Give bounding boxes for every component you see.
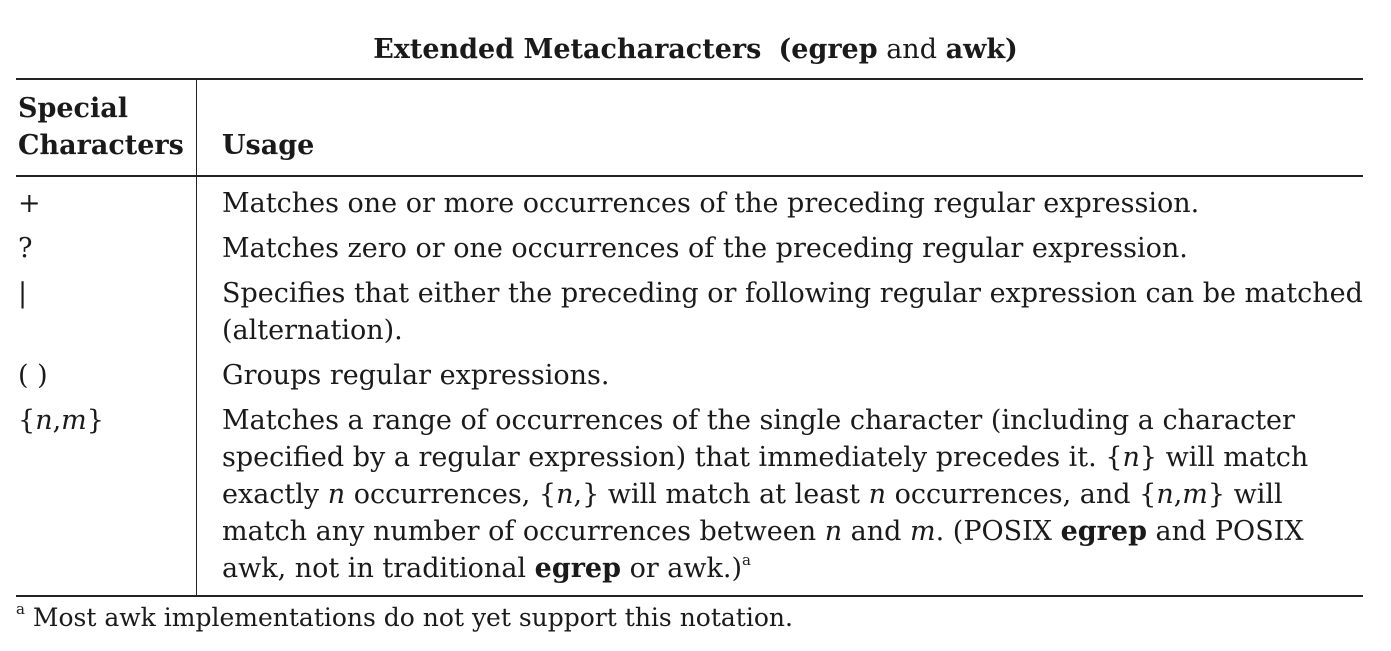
var-m: m	[1182, 479, 1208, 510]
special-char-plus: +	[16, 176, 197, 230]
table-body	[16, 176, 1363, 596]
usage-question: Matches zero or one occurrences of the preceding regular expression.	[222, 233, 1188, 264]
var-n: n	[868, 479, 886, 510]
var-n: n	[824, 516, 843, 547]
title-paren-open: (	[778, 34, 792, 65]
table-header	[16, 79, 1363, 176]
var-n: n	[327, 479, 346, 510]
brace-open: {	[18, 405, 36, 436]
usage-text: ,} will match at least	[573, 479, 869, 510]
title-paren-close: )	[1005, 34, 1018, 65]
header-special-characters: Special Characters	[16, 79, 197, 176]
table-row	[16, 230, 1363, 275]
table-row	[16, 357, 1363, 402]
table-title	[0, 30, 1391, 70]
usage-text: and POSIX awk, not in traditional	[222, 516, 1304, 584]
usage-text: occurrences, {	[345, 479, 557, 510]
comma: ,	[52, 405, 62, 436]
header-row	[16, 79, 1363, 176]
var-n: n	[1122, 442, 1140, 473]
title-main: Extended Metacharacters	[373, 34, 762, 65]
bold-egrep: egrep	[1060, 516, 1147, 547]
title-and: and	[886, 34, 937, 65]
var-n: n	[1156, 479, 1174, 510]
usage-braces	[197, 402, 1364, 596]
var-m: m	[910, 516, 936, 547]
table-row	[16, 402, 1363, 596]
footnote-text: Most awk implementations do not yet support this notation.	[24, 603, 793, 632]
usage-text: and	[842, 516, 911, 547]
metacharacters-table	[16, 78, 1363, 597]
bold-egrep: egrep	[534, 553, 621, 584]
usage-text: } will match exactly	[222, 442, 1309, 510]
usage-text: . (POSIX	[935, 516, 1061, 547]
special-char-parens: ( )	[16, 357, 197, 402]
var-n: n	[35, 405, 53, 436]
var-n: n	[556, 479, 574, 510]
footnote-ref: a	[742, 551, 751, 569]
footnote	[16, 598, 793, 638]
header-usage: Usage	[222, 130, 315, 161]
table-row	[16, 275, 1363, 357]
special-char-braces	[16, 402, 197, 596]
usage-parens: Groups regular expressions.	[222, 360, 610, 391]
var-m: m	[61, 405, 87, 436]
usage-text: or awk.)	[620, 553, 742, 584]
brace-close: }	[86, 405, 104, 436]
special-char-pipe: |	[16, 275, 197, 357]
table-row	[16, 176, 1363, 230]
special-char-question: ?	[16, 230, 197, 275]
title-tool-awk: awk	[945, 34, 1006, 65]
title-tool-egrep: egrep	[791, 34, 878, 65]
usage-text: } will match any number of occurrences between	[222, 479, 1283, 547]
footnote-marker: a	[16, 600, 25, 618]
usage-pipe: Specifies that either the preceding or following regular expression can be matched (alternation).	[222, 278, 1363, 346]
usage-text: occurrences, and {	[886, 479, 1157, 510]
usage-text: Matches a range of occurrences of the single character (including a character specified by a regular expression) that immediately precedes it. {	[222, 405, 1295, 473]
usage-plus: Matches one or more occurrences of the preceding regular expression.	[222, 188, 1200, 219]
usage-text: ,	[1173, 479, 1183, 510]
